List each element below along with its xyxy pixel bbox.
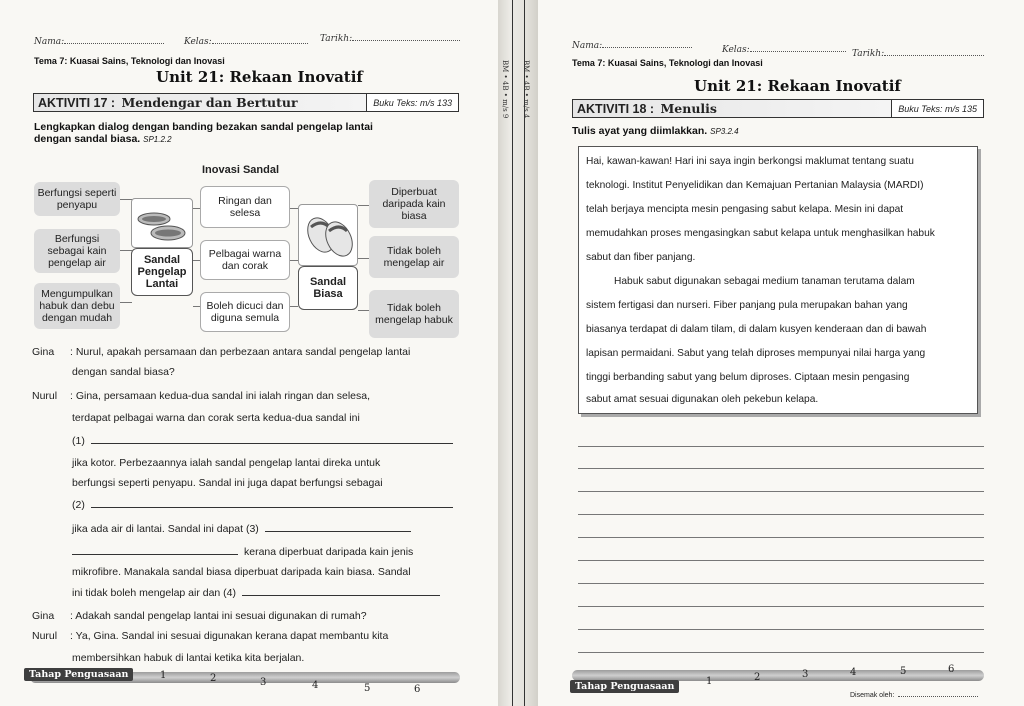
buku-teks-ref: Buku Teks: m/s 133 xyxy=(366,94,458,111)
dialog-line: : Nurul, apakah persamaan dan perbezaan antara sandal pengelap lantai xyxy=(70,346,411,358)
tarikh-field: Tarikh: xyxy=(852,48,984,59)
passage-line: teknologi. Institut Penyelidikan dan Kemajuan Pertanian Malaysia (MARDI) xyxy=(586,180,924,191)
dialog-line: : Gina, persamaan kedua-dua sandal ini ialah ringan dan selesa, xyxy=(70,390,371,402)
passage-line: sabut dan fiber panjang. xyxy=(586,252,696,263)
passage-line: tinggi berbanding sabut yang belum diproses. Ciptaan mesin pengasing xyxy=(586,372,910,383)
passage-line: memudahkan proses mengasingkan sabut kelapa untuk menghasilkan habuk xyxy=(586,228,935,239)
book-spine xyxy=(498,0,538,706)
writing-line[interactable] xyxy=(578,560,984,561)
instruction xyxy=(572,125,739,138)
slipper-icon xyxy=(299,205,359,267)
right-page xyxy=(538,0,1024,706)
dialog-line: jika kotor. Perbezaannya ialah sandal pengelap lantai direka untuk xyxy=(72,457,381,469)
instruction xyxy=(34,121,464,146)
activity-title: Menulis xyxy=(660,101,717,116)
sp-code: SP3.2.4 xyxy=(710,127,739,136)
kelas-field: Kelas: xyxy=(722,44,846,55)
floor-mop-sandal-image xyxy=(131,198,193,248)
passage-line: sistem fertigasi dan nurseri. Fiber panjang pula merupakan bahan yang xyxy=(586,300,908,311)
spine-code-1: BM • 4B • m/s 9 xyxy=(501,60,509,119)
passage-line: Hai, kawan-kawan! Hari ini saya ingin berkongsi maklumat tentang suatu xyxy=(586,156,914,167)
answer-blank-2[interactable] xyxy=(91,498,453,508)
speaker-nurul: Nurul xyxy=(32,390,58,402)
common-item-2: Pelbagai warna dan corak xyxy=(200,240,290,280)
tema-title: Tema 7: Kuasai Sains, Teknologi dan Inovasi xyxy=(572,58,763,68)
dialog-line: dengan sandal biasa? xyxy=(72,366,175,378)
sandal-pengelap-lantai-label: Sandal Pengelap Lantai xyxy=(131,248,193,296)
tahap-level-5[interactable]: 5 xyxy=(900,666,907,677)
diagram-right-item-3: Tidak boleh mengelap habuk xyxy=(369,290,459,338)
diagram-left-item-1: Berfungsi seperti penyapu xyxy=(34,182,120,216)
writing-line[interactable] xyxy=(578,446,984,447)
dialog-line: kerana diperbuat daripada kain jenis xyxy=(244,546,414,558)
passage-line: lapisan permaidani. Sabut yang telah diproses mempunyai nilai harga yang xyxy=(586,348,926,359)
dialog-line: : Adakah sandal pengelap lantai ini sesuai digunakan di rumah? xyxy=(70,610,367,622)
nama-field: Nama: xyxy=(34,36,164,47)
writing-line[interactable] xyxy=(578,606,984,607)
answer-blank-4[interactable] xyxy=(242,586,440,596)
writing-line[interactable] xyxy=(578,629,984,630)
activity-bar xyxy=(572,99,984,118)
answer-blank-3b[interactable] xyxy=(72,545,238,555)
sp-code: SP1.2.2 xyxy=(143,135,172,144)
dialog-line: mikrofibre. Manakala sandal biasa diperbuat daripada kain biasa. Sandal xyxy=(72,566,411,578)
common-item-1: Ringan dan selesa xyxy=(200,186,290,228)
passage-line: Habuk sabut digunakan sebagai medium tanaman terutama dalam xyxy=(614,276,915,287)
activity-number: AKTIVITI 18 : xyxy=(577,101,655,116)
diagram-title: Inovasi Sandal xyxy=(202,164,280,176)
spine-code-2: BM • 4B • m/s 4 xyxy=(522,60,530,119)
passage-line: telah berjaya mencipta mesin pengasing sabut kelapa. Mesin ini dapat xyxy=(586,204,904,215)
left-page xyxy=(0,0,498,706)
speaker-gina: Gina xyxy=(32,610,55,622)
normal-sandal-image xyxy=(298,204,358,266)
activity-title: Mendengar dan Bertutur xyxy=(121,95,298,110)
tahap-level-6[interactable]: 6 xyxy=(414,684,421,695)
writing-line[interactable] xyxy=(578,468,984,469)
diagram-left-item-2: Berfungsi sebagai kain pengelap air xyxy=(34,229,120,273)
tahap-level-1[interactable]: 1 xyxy=(160,670,167,681)
tahap-level-1[interactable]: 1 xyxy=(706,676,713,687)
dialog-line: terdapat pelbagai warna dan corak serta kedua-dua sandal ini xyxy=(72,412,360,424)
blank-label-2: (2) xyxy=(72,499,85,511)
dialog-line: membersihkan habuk di lantai ketika kita berjalan. xyxy=(72,652,305,664)
dialog-line: ini tidak boleh mengelap air dan (4) xyxy=(72,587,237,599)
diagram-left-item-3: Mengumpulkan habuk dan debu dengan mudah xyxy=(34,283,120,329)
writing-line[interactable] xyxy=(578,491,984,492)
writing-line[interactable] xyxy=(578,514,984,515)
tahap-level-4[interactable]: 4 xyxy=(312,680,319,691)
dialog-line: berfungsi seperti penyapu. Sandal ini juga dapat berfungsi sebagai xyxy=(72,477,383,489)
tahap-level-6[interactable]: 6 xyxy=(948,664,955,675)
mop-slipper-icon xyxy=(132,199,194,249)
tahap-level-4[interactable]: 4 xyxy=(850,667,857,678)
instruction-line-2: dengan sandal biasa. xyxy=(34,133,141,145)
buku-teks-ref: Buku Teks: m/s 135 xyxy=(891,100,983,117)
tahap-penguasaan-label: Tahap Penguasaan xyxy=(570,680,679,693)
passage-line: biasanya terdapat di dalam tilam, di dalam kusyen kenderaan dan di bawah xyxy=(586,324,927,335)
answer-blank-3a[interactable] xyxy=(265,522,411,532)
common-item-3: Boleh dicuci dan diguna semula xyxy=(200,292,290,332)
tema-title: Tema 7: Kuasai Sains, Teknologi dan Inovasi xyxy=(34,56,225,66)
answer-blank-1[interactable] xyxy=(91,434,453,444)
writing-line[interactable] xyxy=(578,583,984,584)
activity-number: AKTIVITI 17 : xyxy=(38,95,116,110)
writing-line[interactable] xyxy=(578,652,984,653)
passage-line: sabut amat sesuai digunakan oleh pekebun kelapa. xyxy=(586,394,819,405)
disemak-oleh: Disemak oleh: xyxy=(850,692,978,699)
tahap-level-2[interactable]: 2 xyxy=(754,672,761,683)
tahap-level-2[interactable]: 2 xyxy=(210,673,217,684)
diagram-right-item-2: Tidak boleh mengelap air xyxy=(369,236,459,278)
tahap-penguasaan-label: Tahap Penguasaan xyxy=(24,668,133,681)
unit-title: Unit 21: Rekaan Inovatif xyxy=(156,68,363,86)
activity-bar xyxy=(33,93,459,112)
speaker-gina: Gina xyxy=(32,346,55,358)
tahap-level-3[interactable]: 3 xyxy=(260,677,267,688)
kelas-field: Kelas: xyxy=(184,36,308,47)
dialog-section xyxy=(32,346,472,676)
dialog-line: jika ada air di lantai. Sandal ini dapat (3) xyxy=(72,523,259,535)
dialog-line: : Ya, Gina. Sandal ini sesuai digunakan kerana dapat membantu kita xyxy=(70,630,389,642)
speaker-nurul: Nurul xyxy=(32,630,58,642)
tahap-level-5[interactable]: 5 xyxy=(364,683,371,694)
writing-line[interactable] xyxy=(578,537,984,538)
tahap-level-3[interactable]: 3 xyxy=(802,669,809,680)
instruction-line-1: Lengkapkan dialog dengan banding bezakan sandal pengelap lantai xyxy=(34,121,373,133)
tarikh-field: Tarikh: xyxy=(320,33,460,44)
instruction-text: Tulis ayat yang diimlakkan. xyxy=(572,125,708,137)
diagram-right-item-1: Diperbuat daripada kain biasa xyxy=(369,180,459,228)
unit-title: Unit 21: Rekaan Inovatif xyxy=(694,77,901,95)
sandal-biasa-label: Sandal Biasa xyxy=(298,266,358,310)
nama-field: Nama: xyxy=(572,40,692,51)
blank-label-1: (1) xyxy=(72,435,85,447)
